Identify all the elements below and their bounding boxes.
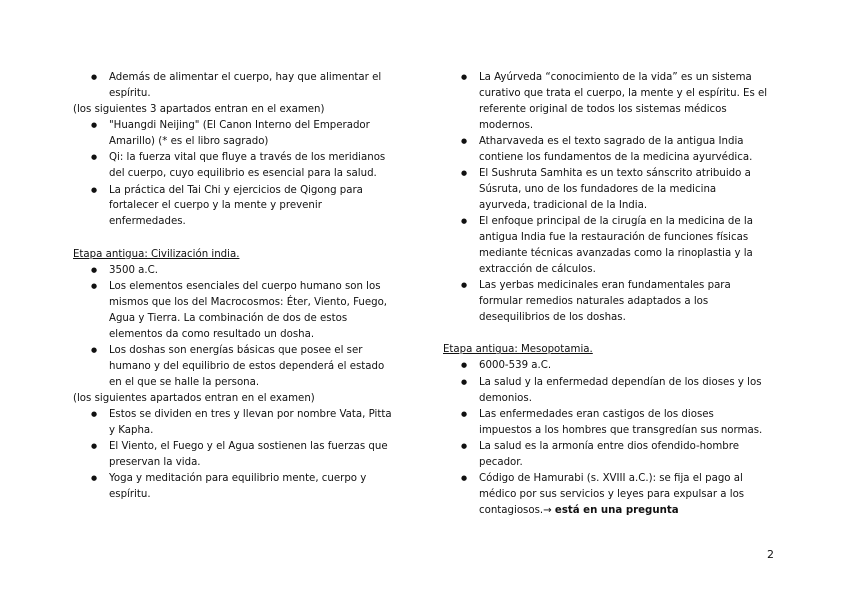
list-item: ● Las yerbas medicinales eran fundamentales para formular remedios naturales adaptados a los desequilibrios de los doshas. <box>443 278 768 326</box>
list-item: ● 6000-539 a.C. <box>443 358 768 374</box>
section-gap <box>443 326 768 342</box>
exam-note: (los siguientes 3 apartados entran en el examen) <box>73 104 325 116</box>
page-number: 2 <box>767 548 774 561</box>
list-item: ● 3500 a.C. <box>73 263 398 279</box>
section-heading-mesopotamia: Etapa antigua: Mesopotamia. <box>443 344 593 356</box>
list-item: ● "Huangdi Neijing" (El Canon Interno del Emperador Amarillo) (* es el libro sagrado) <box>73 118 398 150</box>
list-item-hammurabi <box>443 471 768 519</box>
section-heading-india: Etapa antigua: Civilización india. <box>73 248 240 260</box>
right-column <box>443 70 768 519</box>
list-item: ● Las enfermedades eran castigos de los dioses impuestos a los hombres que transgredían sus normas. <box>443 407 768 439</box>
list-item: ● La práctica del Tai Chi y ejercicios de Qigong para fortalecer el cuerpo y la mente y prevenir enfermedades. <box>73 183 398 231</box>
list-item: ● Qi: la fuerza vital que fluye a través de los meridianos del cuerpo, cuyo equilibrio es esencial para la salud. <box>73 150 398 182</box>
list-item: ● Los doshas son energías básicas que posee el ser humano y del equilibrio de estos dependerá el estado en el que se halle la persona. <box>73 343 398 391</box>
exam-question-marker: está en una pregunta <box>554 505 679 517</box>
list-item: ● El Viento, el Fuego y el Agua sostienen las fuerzas que preservan la vida. <box>73 439 398 471</box>
list-item: ● Atharvaveda es el texto sagrado de la antigua India contiene los fundamentos de la medicina ayurvédica. <box>443 134 768 166</box>
left-column <box>73 70 398 503</box>
list-item: ● La salud es la armonía entre dios ofendido-hombre pecador. <box>443 439 768 471</box>
list-item: ● El Sushruta Samhita es un texto sánscrito atribuido a Súsruta, uno de los fundadores de la medicina ayurveda, tradicional de la India. <box>443 166 768 214</box>
exam-note: (los siguientes apartados entran en el examen) <box>73 392 315 404</box>
list-item: ● Además de alimentar el cuerpo, hay que alimentar el espíritu. <box>73 70 398 102</box>
list-item: ● Yoga y meditación para equilibrio mente, cuerpo y espíritu. <box>73 471 398 503</box>
section-gap <box>73 231 398 247</box>
list-item: ● La Ayúrveda “conocimiento de la vida” es un sistema curativo que trata el cuerpo, la mente y el espíritu. Es el referente original de todos los sistemas médicos modernos. <box>443 70 768 134</box>
list-item: ● El enfoque principal de la cirugía en la medicina de la antigua India fue la restauración de funciones físicas mediante técnicas avanzadas como la rinoplastia y la extracción de cálculos. <box>443 214 768 278</box>
list-item: ● La salud y la enfermedad dependían de los dioses y los demonios. <box>443 375 768 407</box>
list-item: ● Estos se dividen en tres y llevan por nombre Vata, Pitta y Kapha. <box>73 407 398 439</box>
list-item: ● Los elementos esenciales del cuerpo humano son los mismos que los del Macrocosmos: Éter, Viento, Fuego, Agua y Tierra. La combinación de dos de estos elementos da como resultado un dosha. <box>73 279 398 343</box>
hammurabi-text: Código de Hamurabi (s. XVIII a.C.): se fija el pago al médico por sus servicios y leyes para expulsar a los contagiosos.→ <box>479 473 745 517</box>
